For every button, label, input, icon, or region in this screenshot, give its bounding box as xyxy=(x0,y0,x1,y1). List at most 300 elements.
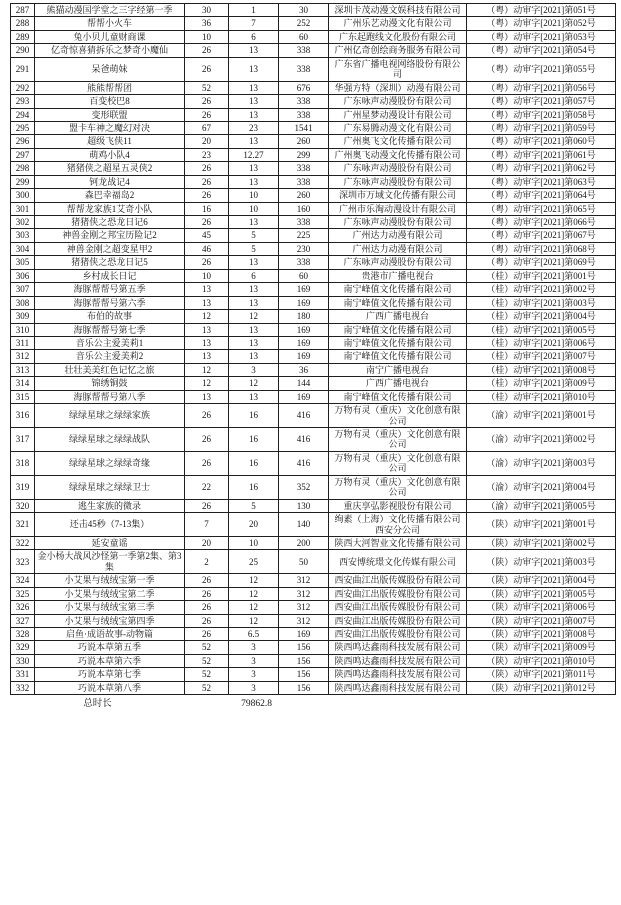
cell-title: 百变校巴8 xyxy=(35,95,185,108)
cell-minutes_per_episode: 12 xyxy=(229,614,279,627)
cell-producer: 西安曲江出版传媒股份有限公司 xyxy=(329,614,467,627)
cell-license_no: （粤）动审字[2021]第061号 xyxy=(467,148,616,161)
cell-license_no: （陕）动审字[2021]第008号 xyxy=(467,628,616,641)
cell-minutes_per_episode: 13 xyxy=(229,323,279,336)
cell-total_minutes: 260 xyxy=(279,135,329,148)
cell-producer: 广东咏声动漫股份有限公司 xyxy=(329,162,467,175)
table-row xyxy=(11,229,616,242)
cell-license_no: （桂）动审字[2021]第004号 xyxy=(467,310,616,323)
table-row xyxy=(11,390,616,403)
cell-no: 315 xyxy=(11,390,35,403)
table-row xyxy=(11,296,616,309)
cell-episodes: 46 xyxy=(185,242,229,255)
cell-episodes: 26 xyxy=(185,216,229,229)
cell-title: 锦绣铜鼓 xyxy=(35,377,185,390)
table-row xyxy=(11,44,616,57)
cell-producer: 广州达力动漫有限公司 xyxy=(329,229,467,242)
cell-no: 302 xyxy=(11,216,35,229)
table-row xyxy=(11,216,616,229)
cell-no: 298 xyxy=(11,162,35,175)
cell-episodes: 52 xyxy=(185,81,229,94)
cell-producer: 广州达力动漫有限公司 xyxy=(329,242,467,255)
cell-producer: 西安曲江出版传媒股份有限公司 xyxy=(329,601,467,614)
cell-no: 307 xyxy=(11,283,35,296)
license-table-body xyxy=(11,4,616,695)
table-row xyxy=(11,601,616,614)
cell-license_no: （粤）动审字[2021]第063号 xyxy=(467,175,616,188)
cell-producer: 重庆享弘影视股份有限公司 xyxy=(329,499,467,512)
cell-producer: 深圳市万域文化传播有限公司 xyxy=(329,189,467,202)
cell-no: 318 xyxy=(11,451,35,475)
cell-minutes_per_episode: 13 xyxy=(229,108,279,121)
cell-producer: 西安曲江出版传媒股份有限公司 xyxy=(329,574,467,587)
table-row xyxy=(11,681,616,694)
cell-license_no: （粤）动审字[2021]第066号 xyxy=(467,216,616,229)
cell-total_minutes: 60 xyxy=(279,269,329,282)
cell-license_no: （渝）动审字[2021]第003号 xyxy=(467,451,616,475)
cell-episodes: 26 xyxy=(185,175,229,188)
cell-minutes_per_episode: 5 xyxy=(229,242,279,255)
table-row xyxy=(11,641,616,654)
cell-title: 逃生家族的微录 xyxy=(35,499,185,512)
table-row xyxy=(11,95,616,108)
cell-producer: 广州亿奇创绘商务服务有限公司 xyxy=(329,44,467,57)
cell-license_no: （粤）动审字[2021]第057号 xyxy=(467,95,616,108)
cell-title: 帮帮龙家族1艾奇小队 xyxy=(35,202,185,215)
cell-license_no: （粤）动审字[2021]第053号 xyxy=(467,30,616,43)
cell-no: 301 xyxy=(11,202,35,215)
cell-episodes: 13 xyxy=(185,283,229,296)
cell-total_minutes: 169 xyxy=(279,323,329,336)
cell-total_minutes: 338 xyxy=(279,256,329,269)
cell-producer: 广州奥飞动漫文化传播有限公司 xyxy=(329,148,467,161)
cell-producer: 南宁峰值文化传播有限公司 xyxy=(329,296,467,309)
cell-no: 320 xyxy=(11,499,35,512)
cell-license_no: （粤）动审字[2021]第069号 xyxy=(467,256,616,269)
cell-license_no: （渝）动审字[2021]第005号 xyxy=(467,499,616,512)
cell-episodes: 30 xyxy=(185,4,229,17)
cell-total_minutes: 338 xyxy=(279,162,329,175)
table-row xyxy=(11,363,616,376)
cell-no: 312 xyxy=(11,350,35,363)
cell-episodes: 52 xyxy=(185,654,229,667)
cell-no: 313 xyxy=(11,363,35,376)
cell-episodes: 26 xyxy=(185,628,229,641)
cell-producer: 绚素（上海）文化传播有限公司西安分公司 xyxy=(329,513,467,537)
cell-minutes_per_episode: 16 xyxy=(229,428,279,452)
cell-license_no: （粤）动审字[2021]第060号 xyxy=(467,135,616,148)
table-row xyxy=(11,628,616,641)
cell-producer: 万物有灵（重庆）文化创意有限公司 xyxy=(329,428,467,452)
cell-total_minutes: 352 xyxy=(279,475,329,499)
cell-no: 300 xyxy=(11,189,35,202)
cell-no: 317 xyxy=(11,428,35,452)
table-row xyxy=(11,513,616,537)
cell-no: 327 xyxy=(11,614,35,627)
cell-title: 神兽金刚之超变星甲2 xyxy=(35,242,185,255)
cell-minutes_per_episode: 13 xyxy=(229,57,279,81)
cell-title: 还击45秒（7-13集） xyxy=(35,513,185,537)
cell-total_minutes: 338 xyxy=(279,57,329,81)
cell-episodes: 12 xyxy=(185,363,229,376)
cell-title: 超级飞侠11 xyxy=(35,135,185,148)
cell-title: 海豚帮帮号第五季 xyxy=(35,283,185,296)
cell-minutes_per_episode: 20 xyxy=(229,513,279,537)
cell-minutes_per_episode: 5 xyxy=(229,499,279,512)
cell-no: 303 xyxy=(11,229,35,242)
cell-title: 小艾果与绒绒宝第三季 xyxy=(35,601,185,614)
cell-total_minutes: 338 xyxy=(279,108,329,121)
table-row xyxy=(11,574,616,587)
cell-minutes_per_episode: 16 xyxy=(229,475,279,499)
cell-license_no: （粤）动审字[2021]第051号 xyxy=(467,4,616,17)
cell-minutes_per_episode: 3 xyxy=(229,641,279,654)
cell-no: 293 xyxy=(11,95,35,108)
cell-no: 308 xyxy=(11,296,35,309)
cell-minutes_per_episode: 13 xyxy=(229,162,279,175)
cell-license_no: （粤）动审字[2021]第055号 xyxy=(467,57,616,81)
cell-minutes_per_episode: 12 xyxy=(229,601,279,614)
cell-no: 321 xyxy=(11,513,35,537)
cell-minutes_per_episode: 13 xyxy=(229,175,279,188)
cell-no: 296 xyxy=(11,135,35,148)
cell-minutes_per_episode: 13 xyxy=(229,81,279,94)
table-row xyxy=(11,536,616,549)
cell-no: 299 xyxy=(11,175,35,188)
cell-minutes_per_episode: 23 xyxy=(229,121,279,134)
cell-title: 神兽金刚之邦宝历险记2 xyxy=(35,229,185,242)
cell-no: 323 xyxy=(11,550,35,574)
cell-minutes_per_episode: 1 xyxy=(229,4,279,17)
cell-total_minutes: 169 xyxy=(279,336,329,349)
cell-no: 332 xyxy=(11,681,35,694)
table-row xyxy=(11,4,616,17)
cell-episodes: 26 xyxy=(185,451,229,475)
cell-total_minutes: 676 xyxy=(279,81,329,94)
cell-minutes_per_episode: 10 xyxy=(229,189,279,202)
cell-minutes_per_episode: 12 xyxy=(229,377,279,390)
table-row xyxy=(11,135,616,148)
cell-producer: 万物有灵（重庆）文化创意有限公司 xyxy=(329,475,467,499)
cell-license_no: （陕）动审字[2021]第003号 xyxy=(467,550,616,574)
cell-title: 巧说本草第八季 xyxy=(35,681,185,694)
cell-title: 音乐公主爱美莉1 xyxy=(35,336,185,349)
license-table-footer xyxy=(11,695,616,712)
cell-no: 329 xyxy=(11,641,35,654)
cell-title: 兔小贝儿童财商课 xyxy=(35,30,185,43)
cell-license_no: （陕）动审字[2021]第006号 xyxy=(467,601,616,614)
cell-title: 钶龙战记4 xyxy=(35,175,185,188)
cell-minutes_per_episode: 10 xyxy=(229,536,279,549)
cell-total_minutes: 169 xyxy=(279,390,329,403)
cell-episodes: 26 xyxy=(185,57,229,81)
cell-license_no: （粤）动审字[2021]第068号 xyxy=(467,242,616,255)
cell-no: 330 xyxy=(11,654,35,667)
cell-minutes_per_episode: 3 xyxy=(229,681,279,694)
cell-title: 音乐公主爱美莉2 xyxy=(35,350,185,363)
cell-total_minutes: 225 xyxy=(279,229,329,242)
cell-episodes: 13 xyxy=(185,390,229,403)
cell-total_minutes: 36 xyxy=(279,363,329,376)
table-row xyxy=(11,57,616,81)
cell-license_no: （陕）动审字[2021]第005号 xyxy=(467,587,616,600)
cell-total_minutes: 50 xyxy=(279,550,329,574)
table-row xyxy=(11,336,616,349)
cell-license_no: （桂）动审字[2021]第007号 xyxy=(467,350,616,363)
cell-episodes: 13 xyxy=(185,323,229,336)
cell-license_no: （陕）动审字[2021]第010号 xyxy=(467,654,616,667)
cell-total_minutes: 156 xyxy=(279,654,329,667)
cell-episodes: 26 xyxy=(185,601,229,614)
cell-producer: 南宁峰值文化传播有限公司 xyxy=(329,283,467,296)
cell-total_minutes: 169 xyxy=(279,628,329,641)
cell-episodes: 26 xyxy=(185,256,229,269)
cell-license_no: （渝）动审字[2021]第002号 xyxy=(467,428,616,452)
cell-minutes_per_episode: 12 xyxy=(229,587,279,600)
cell-episodes: 12 xyxy=(185,310,229,323)
cell-no: 319 xyxy=(11,475,35,499)
cell-producer: 广东咏声动漫股份有限公司 xyxy=(329,95,467,108)
cell-license_no: （陕）动审字[2021]第002号 xyxy=(467,536,616,549)
table-row xyxy=(11,30,616,43)
cell-no: 288 xyxy=(11,17,35,30)
cell-minutes_per_episode: 13 xyxy=(229,296,279,309)
cell-total_minutes: 169 xyxy=(279,283,329,296)
cell-producer: 陕西鸣达鑫雨科技发展有限公司 xyxy=(329,654,467,667)
cell-no: 316 xyxy=(11,404,35,428)
cell-total_minutes: 312 xyxy=(279,587,329,600)
cell-episodes: 26 xyxy=(185,614,229,627)
cell-minutes_per_episode: 13 xyxy=(229,256,279,269)
cell-title: 呆爸萌妹 xyxy=(35,57,185,81)
cell-producer: 广州奥飞文化传播有限公司 xyxy=(329,135,467,148)
cell-producer: 南宁峰值文化传播有限公司 xyxy=(329,350,467,363)
table-row xyxy=(11,283,616,296)
total-duration-label: 总时长 xyxy=(83,699,112,710)
table-row xyxy=(11,587,616,600)
cell-license_no: （桂）动审字[2021]第002号 xyxy=(467,283,616,296)
cell-total_minutes: 299 xyxy=(279,148,329,161)
cell-title: 金小杨大战风沙怪第一季第2集、第3集 xyxy=(35,550,185,574)
cell-producer: 广州市乐淘动漫设计有限公司 xyxy=(329,202,467,215)
cell-title: 绿绿星球之绿绿战队 xyxy=(35,428,185,452)
cell-total_minutes: 416 xyxy=(279,451,329,475)
cell-no: 294 xyxy=(11,108,35,121)
cell-title: 小艾果与绒绒宝第四季 xyxy=(35,614,185,627)
cell-title: 萌鸡小队4 xyxy=(35,148,185,161)
cell-title: 布伯的故事 xyxy=(35,310,185,323)
cell-minutes_per_episode: 16 xyxy=(229,404,279,428)
cell-license_no: （桂）动审字[2021]第009号 xyxy=(467,377,616,390)
footer-empty-cell xyxy=(329,695,616,712)
table-row xyxy=(11,256,616,269)
cell-minutes_per_episode: 10 xyxy=(229,202,279,215)
cell-title: 巧说本草第七季 xyxy=(35,668,185,681)
cell-no: 314 xyxy=(11,377,35,390)
cell-total_minutes: 312 xyxy=(279,601,329,614)
table-row xyxy=(11,350,616,363)
cell-total_minutes: 156 xyxy=(279,668,329,681)
cell-license_no: （渝）动审字[2021]第001号 xyxy=(467,404,616,428)
cell-license_no: （陕）动审字[2021]第012号 xyxy=(467,681,616,694)
cell-total_minutes: 140 xyxy=(279,513,329,537)
table-row xyxy=(11,81,616,94)
cell-episodes: 12 xyxy=(185,377,229,390)
cell-minutes_per_episode: 6 xyxy=(229,30,279,43)
cell-producer: 陕西鸣达鑫雨科技发展有限公司 xyxy=(329,681,467,694)
cell-title: 巧说本草第六季 xyxy=(35,654,185,667)
cell-episodes: 16 xyxy=(185,202,229,215)
table-row xyxy=(11,451,616,475)
cell-minutes_per_episode: 3 xyxy=(229,668,279,681)
cell-title: 小艾果与绒绒宝第二季 xyxy=(35,587,185,600)
cell-episodes: 26 xyxy=(185,44,229,57)
cell-no: 326 xyxy=(11,601,35,614)
cell-title: 猪猪侠之恐龙日记5 xyxy=(35,256,185,269)
cell-license_no: （粤）动审字[2021]第054号 xyxy=(467,44,616,57)
cell-title: 壮壮美美红色记忆之旅 xyxy=(35,363,185,376)
cell-minutes_per_episode: 7 xyxy=(229,17,279,30)
cell-no: 289 xyxy=(11,30,35,43)
cell-episodes: 26 xyxy=(185,162,229,175)
table-row xyxy=(11,668,616,681)
cell-producer: 广州星梦动漫设计有限公司 xyxy=(329,108,467,121)
cell-total_minutes: 1541 xyxy=(279,121,329,134)
cell-total_minutes: 144 xyxy=(279,377,329,390)
cell-no: 306 xyxy=(11,269,35,282)
cell-minutes_per_episode: 25 xyxy=(229,550,279,574)
table-row xyxy=(11,121,616,134)
cell-title: 海豚帮帮号第六季 xyxy=(35,296,185,309)
cell-title: 绿绿星球之绿绿卫士 xyxy=(35,475,185,499)
cell-title: 熊熊帮帮团 xyxy=(35,81,185,94)
cell-title: 延安童谣 xyxy=(35,536,185,549)
cell-episodes: 36 xyxy=(185,17,229,30)
cell-episodes: 26 xyxy=(185,428,229,452)
cell-minutes_per_episode: 13 xyxy=(229,135,279,148)
cell-title: 亿奇惊喜猜拆乐之梦奇小魔仙 xyxy=(35,44,185,57)
total-duration-value: 79862.8 xyxy=(241,699,272,710)
cell-license_no: （粤）动审字[2021]第052号 xyxy=(467,17,616,30)
cell-producer: 广东易腾动漫文化有限公司 xyxy=(329,121,467,134)
table-row xyxy=(11,148,616,161)
cell-total_minutes: 416 xyxy=(279,404,329,428)
cell-episodes: 26 xyxy=(185,587,229,600)
cell-license_no: （陕）动审字[2021]第009号 xyxy=(467,641,616,654)
cell-total_minutes: 160 xyxy=(279,202,329,215)
table-row xyxy=(11,189,616,202)
cell-total_minutes: 169 xyxy=(279,296,329,309)
cell-episodes: 67 xyxy=(185,121,229,134)
cell-episodes: 2 xyxy=(185,550,229,574)
cell-title: 森巴幸福岛2 xyxy=(35,189,185,202)
cell-no: 290 xyxy=(11,44,35,57)
cell-episodes: 7 xyxy=(185,513,229,537)
cell-total_minutes: 338 xyxy=(279,44,329,57)
table-row xyxy=(11,323,616,336)
cell-minutes_per_episode: 6.5 xyxy=(229,628,279,641)
cell-title: 绿绿星球之绿绿家族 xyxy=(35,404,185,428)
cell-license_no: （陕）动审字[2021]第001号 xyxy=(467,513,616,537)
cell-title: 猪猪侠之恐龙日记6 xyxy=(35,216,185,229)
table-row xyxy=(11,242,616,255)
cell-minutes_per_episode: 5 xyxy=(229,229,279,242)
table-row xyxy=(11,175,616,188)
cell-episodes: 22 xyxy=(185,475,229,499)
cell-minutes_per_episode: 13 xyxy=(229,95,279,108)
cell-producer: 万物有灵（重庆）文化创意有限公司 xyxy=(329,451,467,475)
cell-title: 盟卡车神之魔幻对决 xyxy=(35,121,185,134)
cell-total_minutes: 338 xyxy=(279,216,329,229)
table-row xyxy=(11,269,616,282)
cell-producer: 南宁峰值文化传播有限公司 xyxy=(329,336,467,349)
table-row xyxy=(11,404,616,428)
cell-license_no: （粤）动审字[2021]第058号 xyxy=(467,108,616,121)
cell-producer: 西安曲江出版传媒股份有限公司 xyxy=(329,587,467,600)
cell-episodes: 13 xyxy=(185,350,229,363)
cell-license_no: （陕）动审字[2021]第011号 xyxy=(467,668,616,681)
cell-no: 311 xyxy=(11,336,35,349)
cell-minutes_per_episode: 6 xyxy=(229,269,279,282)
cell-producer: 广东咏声动漫股份有限公司 xyxy=(329,216,467,229)
cell-no: 331 xyxy=(11,668,35,681)
cell-title: 熊猫动漫国学堂之三字经第一季 xyxy=(35,4,185,17)
cell-producer: 南宁广播电视台 xyxy=(329,363,467,376)
cell-producer: 西安博统璟文化传媒有限公司 xyxy=(329,550,467,574)
table-row xyxy=(11,614,616,627)
cell-license_no: （桂）动审字[2021]第006号 xyxy=(467,336,616,349)
cell-no: 325 xyxy=(11,587,35,600)
cell-no: 291 xyxy=(11,57,35,81)
cell-producer: 广东咏声动漫股份有限公司 xyxy=(329,175,467,188)
cell-episodes: 13 xyxy=(185,336,229,349)
cell-producer: 广西广播电视台 xyxy=(329,377,467,390)
cell-producer: 南宁峰值文化传播有限公司 xyxy=(329,323,467,336)
cell-title: 变形联盟 xyxy=(35,108,185,121)
cell-producer: 陕西鸣达鑫雨科技发展有限公司 xyxy=(329,668,467,681)
cell-total_minutes: 416 xyxy=(279,428,329,452)
cell-no: 287 xyxy=(11,4,35,17)
cell-producer: 西安曲江出版传媒股份有限公司 xyxy=(329,628,467,641)
cell-episodes: 26 xyxy=(185,404,229,428)
cell-minutes_per_episode: 13 xyxy=(229,216,279,229)
cell-episodes: 26 xyxy=(185,499,229,512)
cell-producer: 深圳卡茂动漫文娱科技有限公司 xyxy=(329,4,467,17)
cell-no: 297 xyxy=(11,148,35,161)
cell-no: 304 xyxy=(11,242,35,255)
cell-total_minutes: 338 xyxy=(279,95,329,108)
cell-total_minutes: 169 xyxy=(279,350,329,363)
cell-total_minutes: 156 xyxy=(279,681,329,694)
cell-no: 322 xyxy=(11,536,35,549)
cell-no: 324 xyxy=(11,574,35,587)
cell-episodes: 23 xyxy=(185,148,229,161)
cell-episodes: 20 xyxy=(185,135,229,148)
cell-episodes: 10 xyxy=(185,269,229,282)
cell-no: 328 xyxy=(11,628,35,641)
cell-producer: 华强方特（深圳）动漫有限公司 xyxy=(329,81,467,94)
cell-title: 小艾果与绒绒宝第一季 xyxy=(35,574,185,587)
cell-license_no: （粤）动审字[2021]第064号 xyxy=(467,189,616,202)
cell-total_minutes: 312 xyxy=(279,574,329,587)
cell-license_no: （桂）动审字[2021]第003号 xyxy=(467,296,616,309)
cell-producer: 广州乐艺动漫文化有限公司 xyxy=(329,17,467,30)
cell-episodes: 26 xyxy=(185,95,229,108)
cell-episodes: 26 xyxy=(185,189,229,202)
cell-minutes_per_episode: 13 xyxy=(229,390,279,403)
cell-episodes: 13 xyxy=(185,296,229,309)
cell-producer: 贵港市广播电视台 xyxy=(329,269,467,282)
